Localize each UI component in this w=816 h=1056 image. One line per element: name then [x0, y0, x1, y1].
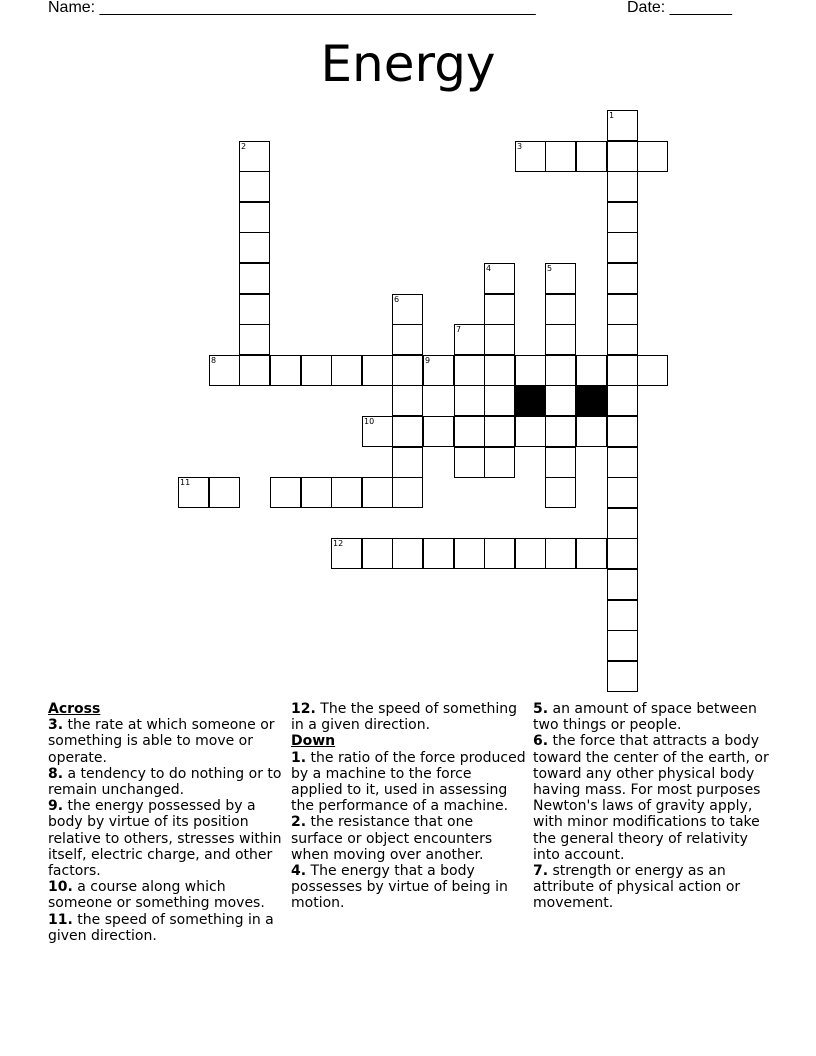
grid-cell[interactable] [484, 324, 515, 355]
grid-cell[interactable] [607, 600, 638, 631]
clue-text: the resistance that one surface or object encounters when moving over another. [291, 814, 493, 863]
grid-cell[interactable] [239, 324, 270, 355]
date-field-label[interactable]: Date: _______ [627, 0, 732, 16]
clue-item [533, 863, 769, 912]
grid-cell[interactable] [331, 538, 362, 569]
grid-cell[interactable] [607, 416, 638, 447]
grid-cell[interactable] [484, 355, 515, 386]
grid-cell[interactable] [209, 477, 240, 508]
grid-cell[interactable] [392, 416, 423, 447]
clue-label: 6. [533, 733, 549, 750]
grid-cell[interactable] [637, 355, 668, 386]
grid-cell[interactable] [454, 538, 485, 569]
grid-cell[interactable] [454, 416, 485, 447]
clue-text: strength or energy as an attribute of physical action or movement. [533, 863, 741, 912]
grid-cell[interactable] [362, 477, 393, 508]
grid-cell[interactable] [545, 477, 576, 508]
grid-cell[interactable] [607, 477, 638, 508]
grid-cell[interactable] [607, 630, 638, 661]
grid-cell[interactable] [331, 477, 362, 508]
grid-cell[interactable] [607, 110, 638, 141]
clue-item [48, 912, 284, 944]
grid-cell[interactable] [545, 447, 576, 478]
clue-section-heading: Down [291, 733, 336, 750]
clue-item [48, 879, 284, 911]
grid-cell[interactable] [362, 538, 393, 569]
blocked-cell [576, 385, 607, 416]
grid-cell[interactable] [484, 416, 515, 447]
clue-text: a course along which someone or something moves. [48, 879, 265, 912]
grid-cell[interactable] [270, 477, 301, 508]
grid-cell[interactable] [515, 355, 546, 386]
clues-column-3 [533, 701, 769, 912]
grid-cell[interactable] [239, 355, 270, 386]
clue-label: 1. [291, 749, 307, 766]
blocked-cell [515, 385, 546, 416]
clue-number: 7 [456, 325, 462, 334]
grid-cell[interactable] [423, 416, 454, 447]
grid-cell[interactable] [239, 171, 270, 202]
grid-cell[interactable] [392, 538, 423, 569]
grid-cell[interactable] [515, 141, 546, 172]
clue-item [533, 733, 769, 863]
grid-cell[interactable] [545, 141, 576, 172]
grid-cell[interactable] [239, 263, 270, 294]
clue-item [291, 750, 527, 815]
grid-cell[interactable] [392, 447, 423, 478]
clue-label: 8. [48, 765, 64, 782]
clue-number: 8 [211, 356, 217, 365]
grid-cell[interactable] [576, 355, 607, 386]
grid-cell[interactable] [545, 385, 576, 416]
grid-cell[interactable] [239, 232, 270, 263]
grid-cell[interactable] [331, 355, 362, 386]
clues-column-2 [291, 701, 527, 912]
grid-cell[interactable] [270, 355, 301, 386]
grid-cell[interactable] [423, 538, 454, 569]
grid-cell[interactable] [607, 508, 638, 539]
clue-label: 2. [291, 814, 307, 831]
grid-cell[interactable] [178, 477, 209, 508]
grid-cell[interactable] [545, 263, 576, 294]
clue-text: the energy possessed by a body by virtue of its position relative to others, stresses within itself, electric charge, and other factors. [48, 798, 282, 880]
clue-item [291, 701, 527, 733]
grid-cell[interactable] [607, 263, 638, 294]
grid-cell[interactable] [484, 447, 515, 478]
grid-cell[interactable] [239, 294, 270, 325]
clue-section-heading: Across [48, 701, 101, 717]
clue-item [291, 863, 527, 912]
clue-number: 5 [547, 264, 553, 273]
clue-number: 6 [394, 295, 400, 304]
clue-text: an amount of space between two things or people. [533, 701, 757, 734]
clue-text: the ratio of the force produced by a machine to the force applied to it, used in assessing the performance of a machine. [291, 749, 526, 815]
grid-cell[interactable] [515, 538, 546, 569]
clue-number: 11 [180, 478, 191, 487]
grid-cell[interactable] [362, 355, 393, 386]
grid-cell[interactable] [392, 477, 423, 508]
page-title: Energy [320, 35, 496, 93]
grid-cell[interactable] [607, 385, 638, 416]
grid-cell[interactable] [423, 355, 454, 386]
clue-label: 3. [48, 717, 64, 734]
grid-cell[interactable] [392, 324, 423, 355]
grid-cell[interactable] [484, 385, 515, 416]
grid-cell[interactable] [239, 141, 270, 172]
clue-number: 9 [425, 356, 431, 365]
clue-label: 5. [533, 701, 549, 717]
grid-cell[interactable] [545, 355, 576, 386]
grid-cell[interactable] [607, 294, 638, 325]
grid-cell[interactable] [545, 538, 576, 569]
clue-number: 2 [241, 142, 247, 151]
grid-cell[interactable] [484, 263, 515, 294]
grid-cell[interactable] [301, 477, 332, 508]
grid-cell[interactable] [484, 294, 515, 325]
clue-item [291, 814, 527, 863]
clue-number: 3 [517, 142, 523, 151]
clue-item [48, 798, 284, 879]
name-field-label[interactable]: Name: _________________________________________________ [48, 0, 536, 16]
grid-cell[interactable] [392, 355, 423, 386]
grid-cell[interactable] [607, 171, 638, 202]
grid-cell[interactable] [454, 385, 485, 416]
clue-text: The the speed of something in a given direction. [291, 701, 517, 734]
clue-label: 10. [48, 879, 73, 896]
clue-label: 11. [48, 911, 73, 928]
grid-cell[interactable] [515, 416, 546, 447]
clue-label: 12. [291, 701, 316, 717]
clue-label: 4. [291, 863, 307, 880]
grid-cell[interactable] [454, 324, 485, 355]
grid-cell[interactable] [392, 294, 423, 325]
grid-cell[interactable] [576, 141, 607, 172]
clue-item [48, 766, 284, 798]
clue-text: the speed of something in a given direction. [48, 911, 274, 944]
grid-cell[interactable] [545, 324, 576, 355]
grid-cell[interactable] [484, 538, 515, 569]
grid-cell[interactable] [545, 294, 576, 325]
grid-cell[interactable] [454, 447, 485, 478]
clue-number: 12 [333, 539, 344, 548]
clue-text: a tendency to do nothing or to remain unchanged. [48, 765, 282, 799]
grid-cell[interactable] [607, 324, 638, 355]
grid-cell[interactable] [607, 202, 638, 233]
clues-column-1 [48, 701, 284, 944]
grid-cell[interactable] [239, 202, 270, 233]
grid-cell[interactable] [607, 569, 638, 600]
grid-cell[interactable] [301, 355, 332, 386]
clue-label: 7. [533, 863, 549, 880]
clue-item [533, 701, 769, 733]
grid-cell[interactable] [607, 355, 638, 386]
grid-cell[interactable] [576, 416, 607, 447]
clue-text: The energy that a body possesses by virtue of being in motion. [291, 863, 508, 912]
grid-cell[interactable] [607, 447, 638, 478]
grid-cell[interactable] [576, 538, 607, 569]
clue-number: 4 [486, 264, 492, 273]
grid-cell[interactable] [454, 355, 485, 386]
grid-cell[interactable] [362, 416, 393, 447]
grid-cell[interactable] [209, 355, 240, 386]
clue-item [48, 717, 284, 766]
clue-number: 10 [364, 417, 375, 426]
grid-cell[interactable] [607, 661, 638, 692]
grid-cell[interactable] [545, 416, 576, 447]
clue-number: 1 [609, 111, 615, 120]
grid-cell[interactable] [607, 141, 638, 172]
clue-text: the rate at which someone or something is able to move or operate. [48, 717, 275, 766]
clue-label: 9. [48, 798, 64, 815]
grid-cell[interactable] [607, 538, 638, 569]
grid-cell[interactable] [392, 385, 423, 416]
grid-cell[interactable] [607, 232, 638, 263]
clue-text: the force that attracts a body toward the center of the earth, or toward any other physical body having mass. For most purposes Newton's laws of gravity apply, with minor modifications to take the general theory of relativity into account. [533, 733, 769, 863]
grid-cell[interactable] [637, 141, 668, 172]
